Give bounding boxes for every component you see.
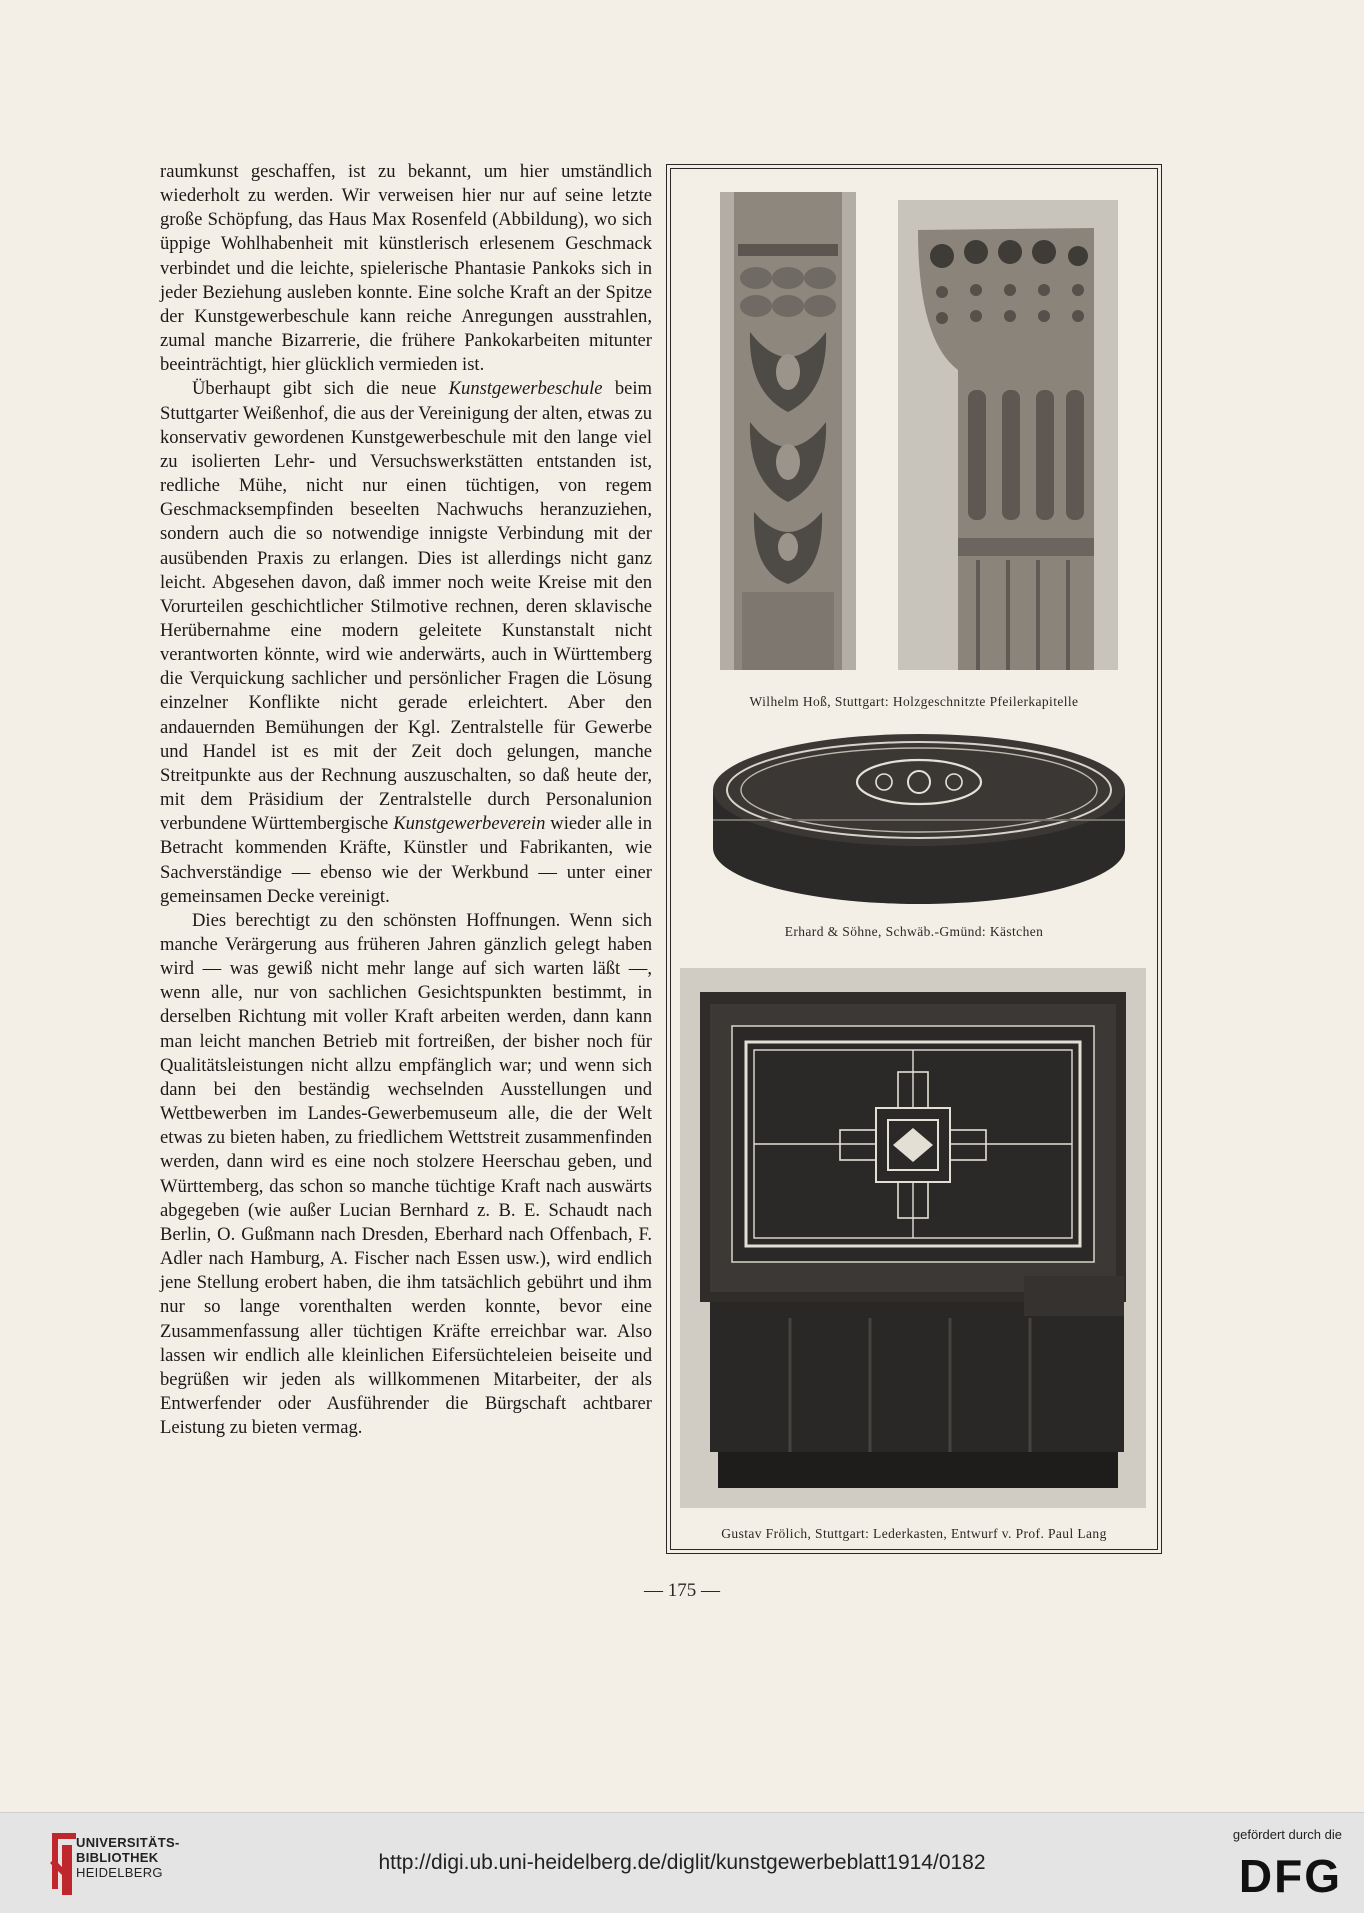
footer-bar xyxy=(0,1812,1364,1913)
page-number: — 175 — xyxy=(644,1580,720,1601)
paragraph-3: Dies berechtigt zu den schönsten Hoffnungen. Wenn sich manche Verärgerung aus früheren Jahren gänzlich gelegt haben wird — was gewiß nicht mehr lange auf sich warten läßt —, wenn alle, nur von sachlichen Gesichtspunkten bestimmt, in derselben Richtung mit voller Kraft arbeiten werden, dann kann man leicht manchen Betrieb mit fortreißen, der bisher noch für Qualitätsleistungen nicht allzu empfänglich war; und wenn sich dann bei den beständig wechselnden Ausstellungen und Wettbewerben im Landes-Gewerbemuseum alle, die der Welt etwas zu bieten haben, zu friedlichem Wettstreit zusammenfinden werden, dann wird es eine noch stolzere Heerschau geben, und Württemberg, das schon so manche tüchtige Kraft nach auswärts abgegeben (wie außer Lucian Bernhard z. B. E. Schaudt nach Berlin, O. Gußmann nach Dresden, Eberhard nach Offenbach, F. Adler nach Hamburg, A. Fischer nach Essen usw.), wird endlich jene Stellung erobert haben, die ihm tatsächlich gebührt und ihm nur so lange vorenthalten werden konnte, bevor eine Zusammenfassung aller tüchtigen Kräfte erreichbar war. Also lassen wir endlich alle kleinlichen Eifersüchteleien beiseite und begrüßen wir jeden als willkommenen Mitarbeiter, der als Entwerfender oder Ausführender die Bürgschaft achtbarer Leistung zu bieten vermag. xyxy=(160,909,652,1439)
paragraph-1: raumkunst geschaffen, ist zu bekannt, um hier umständlich wiederholt zu werden. Wir verweisen hier nur auf seine letzte große Schöpfung, das Haus Max Rosenfeld (Abbildung), wo sich üppige Wohlhabenheit mit künstlerisch erlesenem Geschmack verbindet und die leichte, spielerische Phantasie Pankoks sich in jeder Beziehung ausleben konnte. Eine solche Kraft an der Spitze der Kunstgewerbeschule kann reiche Anregungen ausstrahlen, zumal manche Bizarrerie, die frühere Pankokarbeiten mitunter beeinträchtigt, hier glücklich vermieden ist. xyxy=(160,161,652,376)
paragraph-2-end: wieder alle in Betracht kommenden Kräfte, Künstler und Fabrikanten, wie Sachverständige — ebenso wie der Werkbund — unter einer gemeinsamen Decke vereinigt. xyxy=(160,813,653,907)
library-line-1: UNIVERSITÄTS- xyxy=(76,1835,180,1850)
italic-kunstgewerbeverein: Kunstgewerbeverein xyxy=(393,813,546,835)
caption-fig1: Wilhelm Hoß, Stuttgart: Holzgeschnitzte Pfeilerkapitelle xyxy=(749,694,1079,709)
library-line-3: HEIDELBERG xyxy=(76,1865,163,1880)
caption-fig3: Gustav Frölich, Stuttgart: Lederkasten, Entwurf v. Prof. Paul Lang xyxy=(721,1526,1107,1541)
italic-kunstgewerbeschule: Kunstgewerbeschule xyxy=(448,378,603,400)
paragraph-2-start: Überhaupt gibt sich die neue xyxy=(192,378,437,400)
permalink-url[interactable]: http://digi.ub.uni-heidelberg.de/diglit/kunstgewerbeblatt1914/0182 xyxy=(378,1851,986,1874)
caption-fig2: Erhard & Söhne, Schwäb.-Gmünd: Kästchen xyxy=(784,924,1044,939)
photo-leather-casket xyxy=(680,968,1146,1508)
library-line-2: BIBLIOTHEK xyxy=(76,1850,159,1865)
photo-carved-capital-right xyxy=(898,200,1118,670)
paragraph-2-body: beim Stuttgarter Weißenhof, die aus der Vereinigung der alten, etwas zu konservativ gewordenen Kunstgewerbeschule mit den lange viel zu isolierten Lehr- und Versuchswerkstätten entstanden ist, redliche Mühe, nicht nur einen tüchtigen, von regem Geschmacksempfinden beseelten Nachwuchs heranzuziehen, sondern auch die so notwendige innigste Verbindung mit der ausübenden Praxis zu erlangen. Dies ist allerdings nicht ganz leicht. Abgesehen davon, daß immer noch weite Kreise mit den Vorurteilen geschichtlicher Stilmotive rechnen, deren sklavische Herübernahme eine modern geleitete Kunstanstalt nicht verantworten könnte, wird wie anderwärts, auch in Württemberg die Verquickung sachlicher und persönlicher Fragen die Lösung einzelner Konflikte nicht gerade erleichtert. Aber den andauernden Bemühungen der Kgl. Zentralstelle für Gewerbe und Handel ist es mit der Zeit doch gelungen, manche Streitpunkte aus der Rechnung auszuschalten, so daß heute der, mit dem Präsidium der Zentralstelle durch Personalunion verbundene Württembergische xyxy=(160,378,652,835)
funded-by-label: gefördert durch die xyxy=(1232,1827,1342,1842)
article-text-column xyxy=(160,160,652,1440)
photo-oval-box xyxy=(704,720,1134,910)
paragraph-2 xyxy=(160,377,652,908)
photo-carved-capital-left xyxy=(720,192,856,670)
dfg-logo: DFG xyxy=(1238,1850,1342,1902)
